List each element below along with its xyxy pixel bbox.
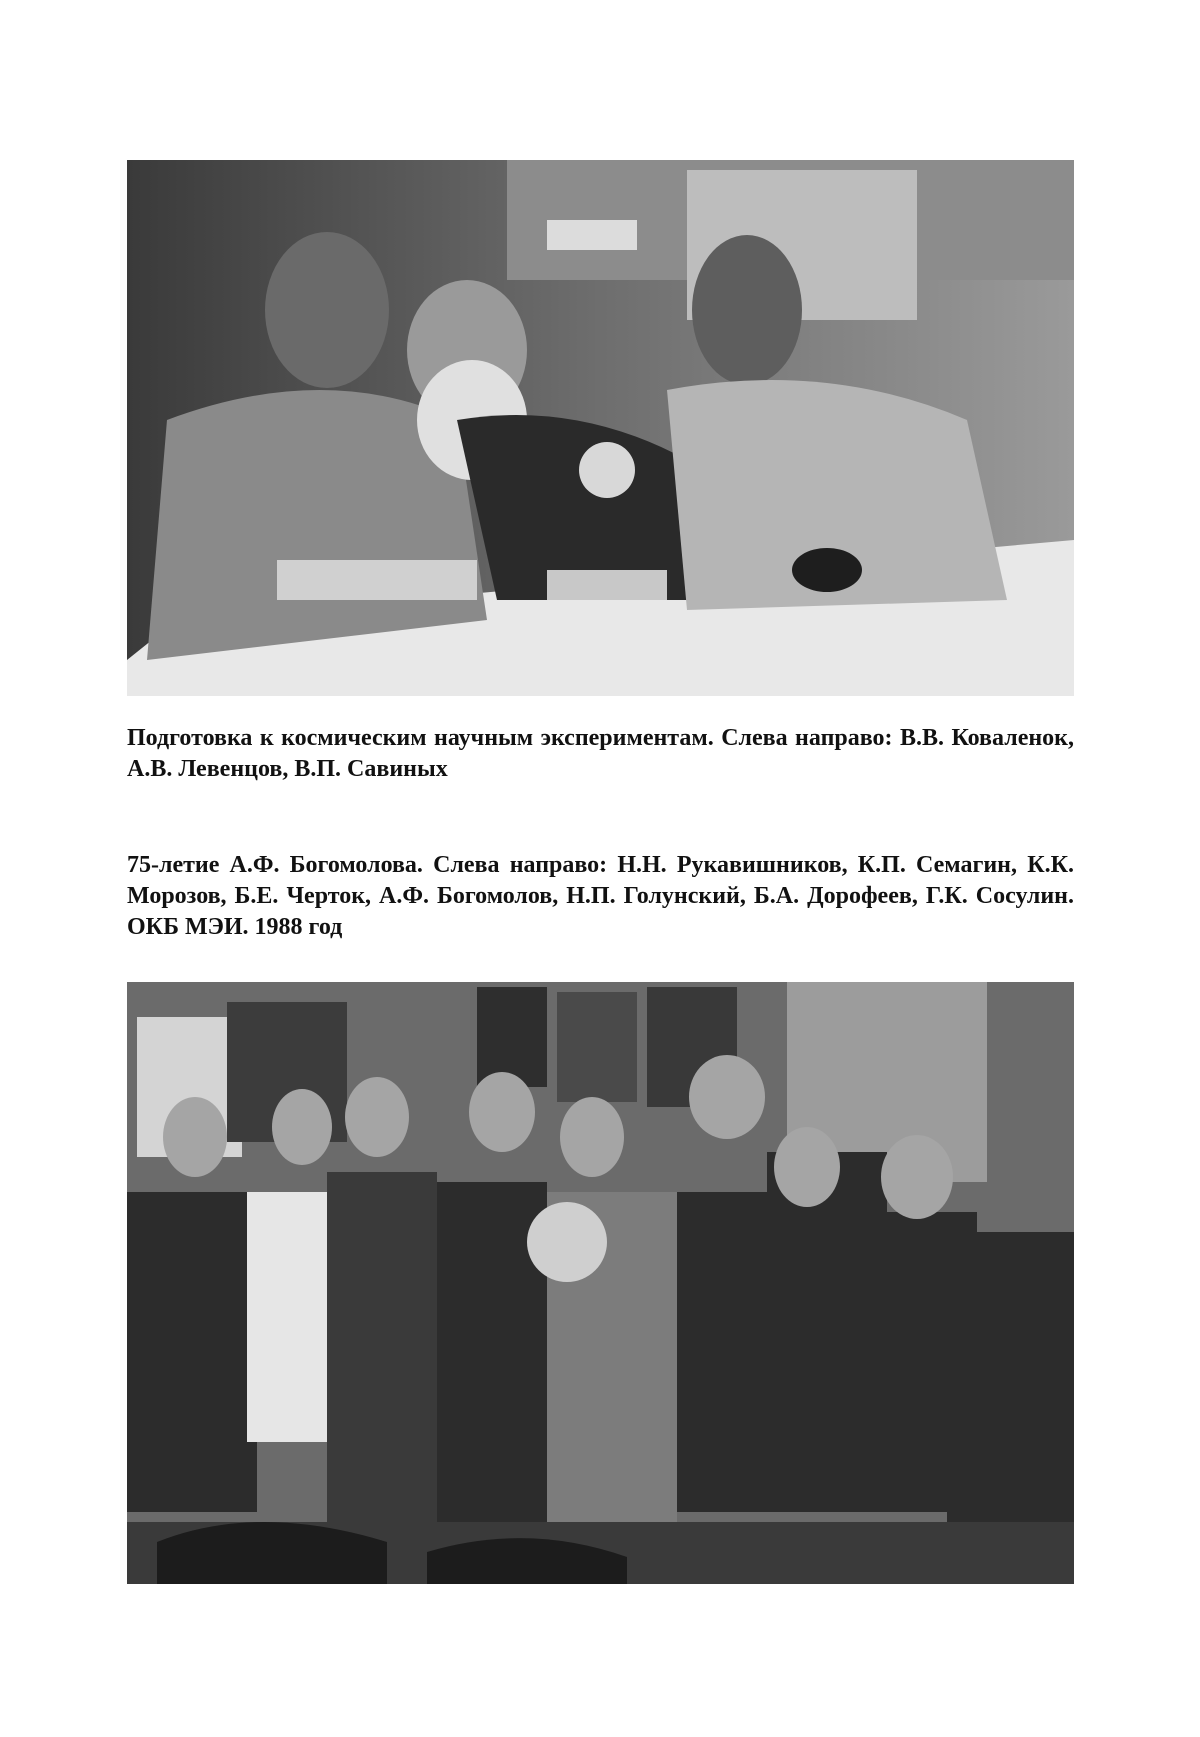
- photo-2-caption: 75-летие А.Ф. Богомолова. Слева направо: Н.Н. Рукавишников, К.П. Семагин, К.К. Морозов, Б.Е. Черток, А.Ф. Богомолов, Н.П. Голунский, Б.А. Дорофеев, Г.К. Сосулин. ОКБ МЭИ. 1988 год: [127, 852, 1074, 940]
- space-experiment-preparation-photo: [127, 160, 1074, 696]
- photo-2-image: [127, 982, 1074, 1584]
- photo-1-image: [127, 160, 1074, 696]
- bogomolov-anniversary-group-photo: [127, 982, 1074, 1584]
- photo-1-caption: Подготовка к космическим научным экспериментам. Слева направо: В.В. Коваленок, А.В. Левенцов, В.П. Савиных: [127, 725, 1074, 782]
